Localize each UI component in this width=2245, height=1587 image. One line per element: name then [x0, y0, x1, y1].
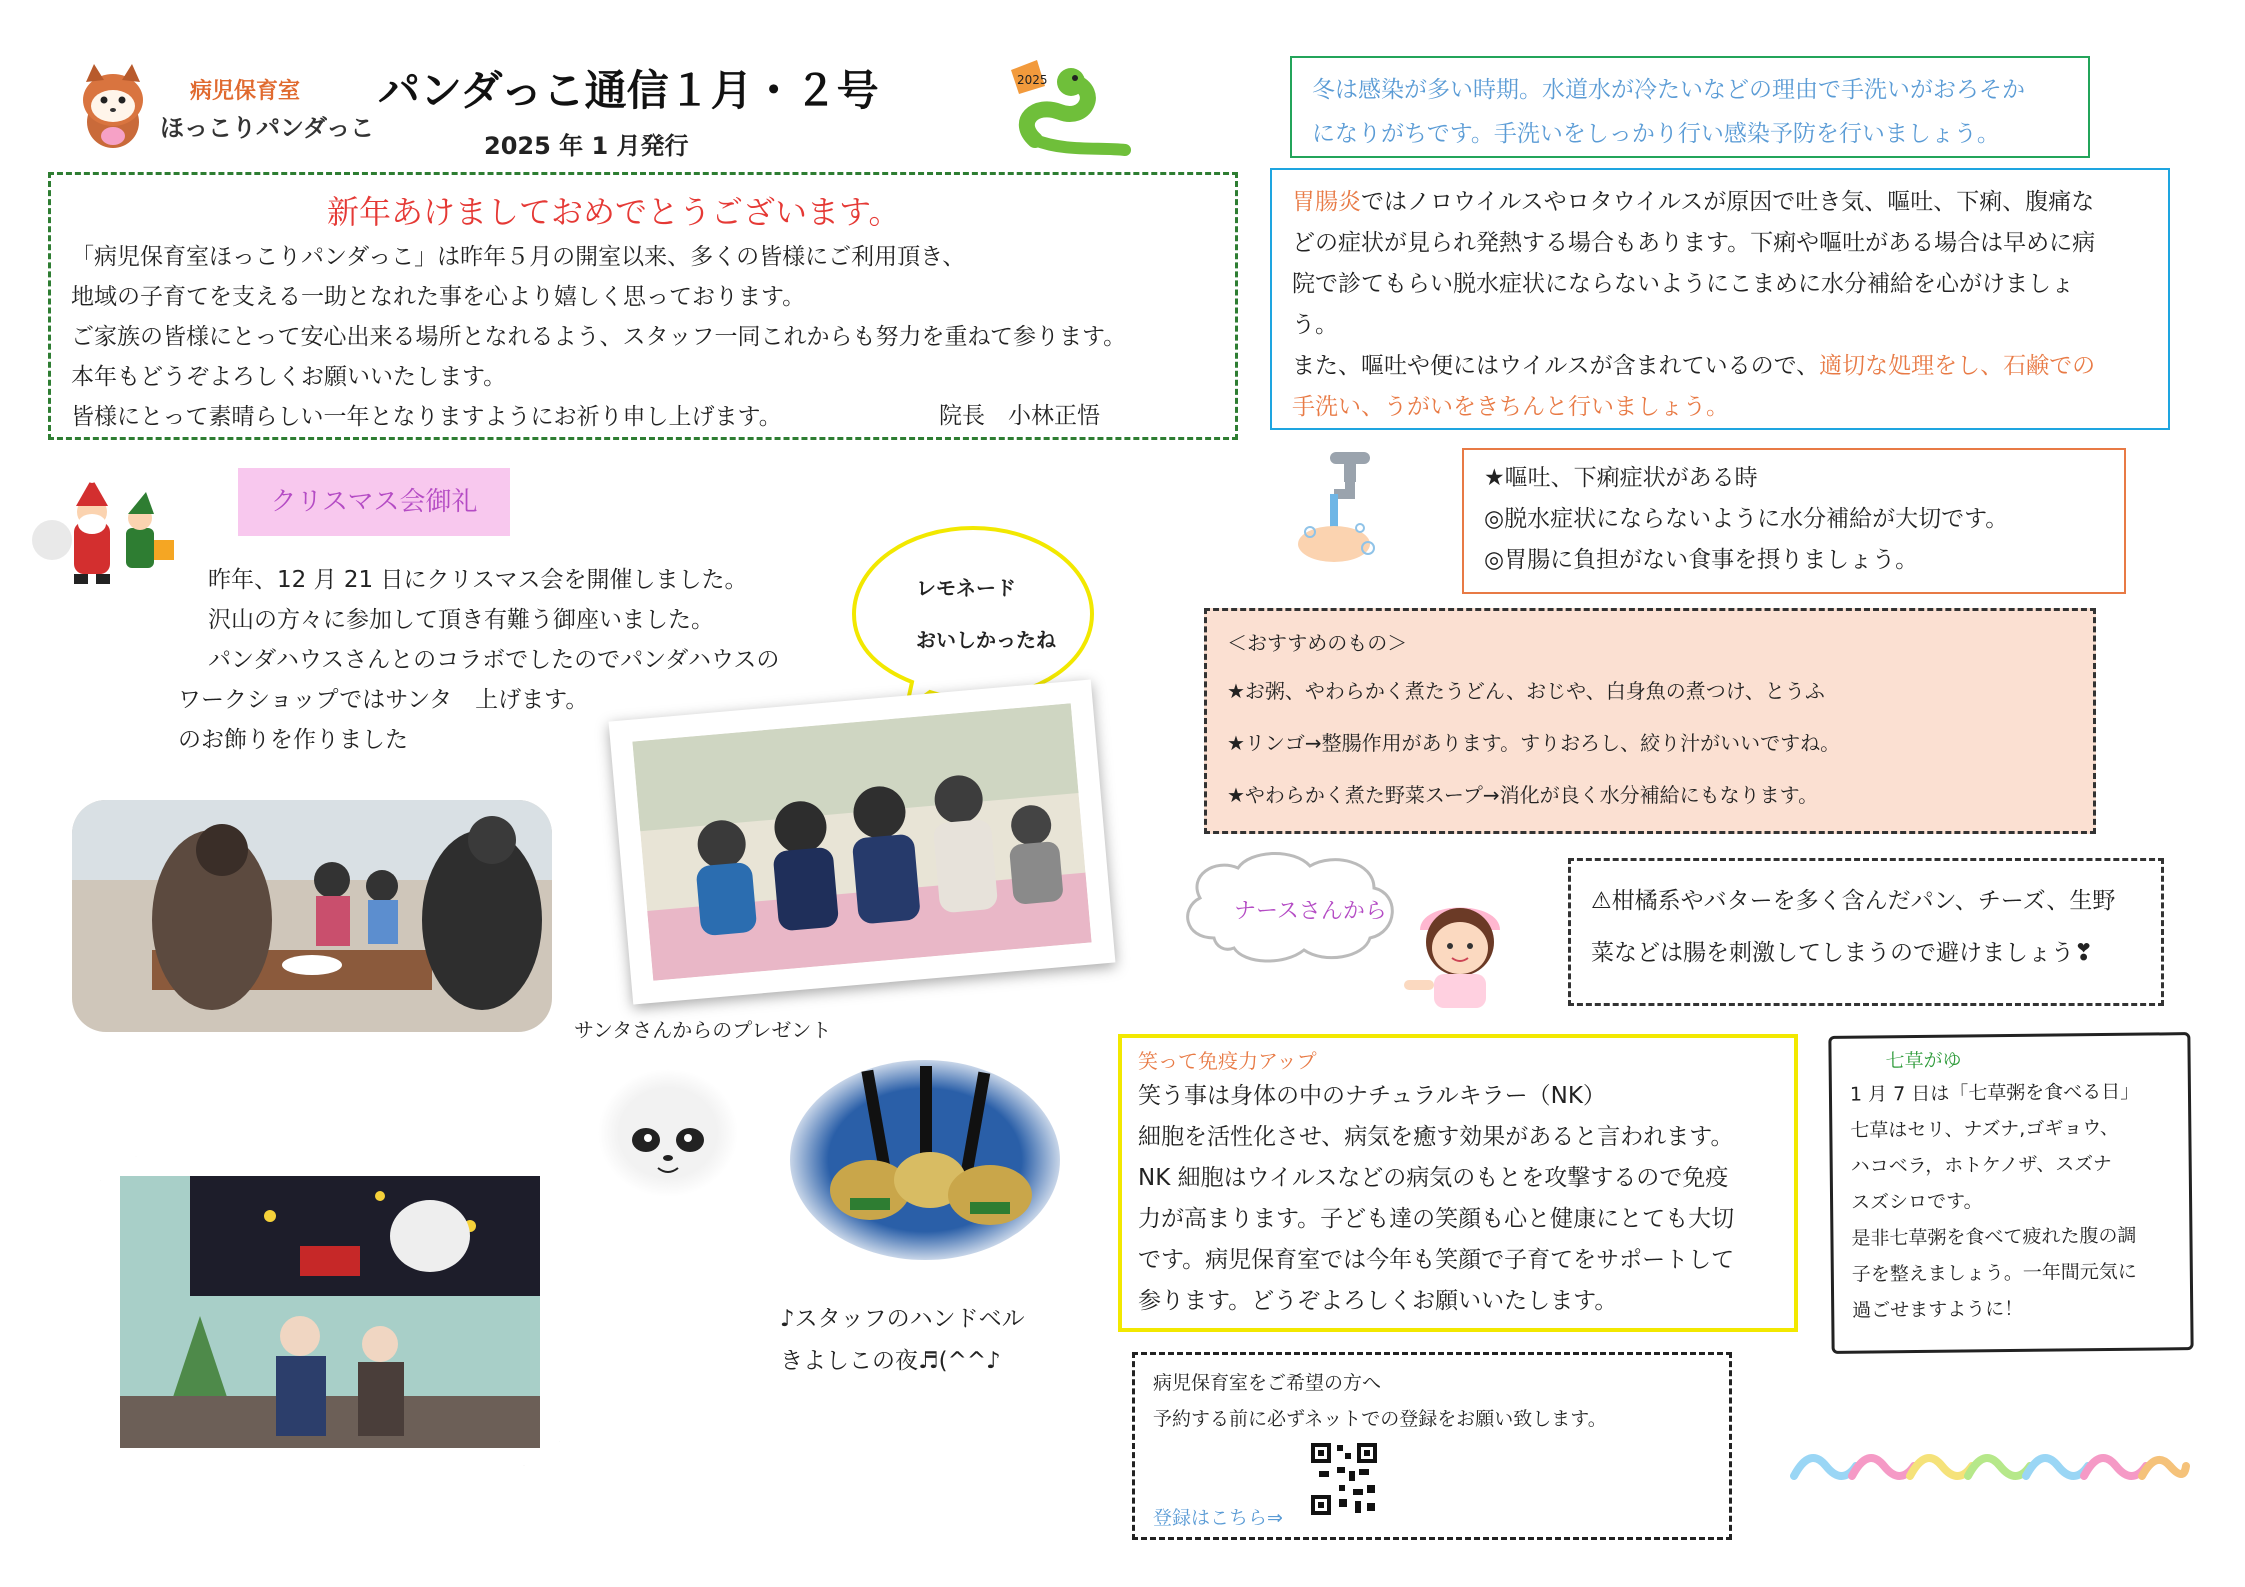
handbell-line2: きよしこの夜♬(^^♪	[780, 1348, 1001, 1374]
page-title: パンダっこ通信１月・２号	[378, 66, 879, 115]
handbell-photo	[790, 1060, 1060, 1260]
bubble-line1: レモネード	[916, 576, 1016, 600]
greeting-line: 本年もどうぞよろしくお願いいたします。	[71, 364, 507, 390]
laugh-line: 細胞を活性化させ、病気を癒す効果があると言われます。	[1138, 1124, 1734, 1150]
register-line2: 予約する前に必ずネットでの登録をお願い致します。	[1153, 1408, 1607, 1430]
nanakusa-line: 是非七草粥を食べて疲れた腹の調	[1851, 1224, 2137, 1250]
laugh-line: 笑う事は身体の中のナチュラルキラー（NK）	[1138, 1083, 1606, 1109]
vomit-box	[1462, 448, 2126, 594]
christmas-label: クリスマス会御礼	[238, 468, 510, 536]
faucet-handwash-icon	[1290, 448, 1400, 568]
nanakusa-line: 子を整えましょう。一年間元気に	[1851, 1260, 2137, 1286]
nurse-warning-line1: ⚠柑橘系やバターを多く含んだパン、チーズ、生野	[1591, 888, 2116, 914]
laugh-box	[1118, 1034, 1798, 1332]
greeting-line: 「病児保育室ほっこりパンダっこ」は昨年５月の開室以来、多くの皆様にご利用頂き、	[71, 244, 966, 270]
gastro-line4: う。	[1292, 312, 1338, 338]
gastro-box	[1270, 168, 2170, 430]
christmas-photo-frame	[100, 1156, 560, 1466]
greeting-line: 地域の子育てを支える一助となれた事を心より嬉しく思っております。	[71, 284, 806, 310]
workshop-photo	[72, 800, 552, 1032]
snake-2025-icon	[1005, 52, 1135, 162]
nurse-warning-box	[1568, 858, 2164, 1006]
greeting-heading: 新年あけましておめでとうございます。	[327, 193, 901, 231]
snake-tag-text: 2025	[1017, 73, 1048, 87]
handbell-line1: ♪スタッフのハンドベル	[780, 1306, 1025, 1332]
recommend-item: ★お粥、やわらかく煮たうどん、おじや、白身魚の煮つけ、とうふ	[1227, 679, 1825, 703]
greeting-signature: 院長 小林正悟	[939, 403, 1100, 429]
nanakusa-heading: 七草がゆ	[1885, 1049, 1962, 1073]
gastro-term: 胃腸炎	[1292, 189, 1361, 215]
lemonade-photo-frame	[609, 679, 1116, 1004]
gastro-line1: ではノロウイルスやロタウイルスが原因で吐き気、嘔吐、下痢、腹痛な	[1361, 189, 2095, 215]
vomit-line: ★嘔吐、下痢症状がある時	[1484, 465, 1758, 491]
handwash-box	[1290, 56, 2090, 158]
register-box	[1132, 1352, 1732, 1540]
greeting-box	[48, 172, 1238, 440]
christmas-line: ワークショップではサンタ 上げます。	[178, 687, 589, 713]
laugh-line: です。病児保育室では今年も笑顔で子育てをサポートして	[1138, 1247, 1735, 1273]
present-caption: サンタさんからのプレゼント	[574, 1018, 832, 1042]
nanakusa-box	[1828, 1032, 2193, 1354]
christmas-decoration-photo	[120, 1176, 540, 1448]
children-drinking-photo	[632, 703, 1091, 980]
gastro-line5: また、嘔吐や便にはウイルスが含まれているので、	[1292, 353, 1820, 379]
nanakusa-line: 過ごせますように！	[1852, 1297, 2024, 1322]
greeting-line: ご家族の皆様にとって安心出来る場所となれるよう、スタッフ一同これからも努力を重ねて参ります。	[71, 324, 1127, 350]
register-line1: 病児保育室をご希望の方へ	[1153, 1372, 1382, 1394]
nanakusa-line: スズシロです。	[1850, 1190, 1983, 1214]
christmas-line: のお飾りを作りました	[178, 727, 408, 753]
laugh-line: NK 細胞はウイルスなどの病気のもとを攻撃するので免疫	[1138, 1165, 1729, 1191]
nurse-warning-line2: 菜などは腸を刺激してしまうので避けましょう❣	[1591, 940, 2094, 966]
nanakusa-line: 七草はセリ、ナズナ,ゴギョウ、	[1850, 1116, 2119, 1142]
laugh-line: 力が高まります。子ども達の笑顔も心と健康にとても大切	[1138, 1206, 1735, 1232]
nurse-avatar-icon	[1400, 890, 1520, 1010]
gastro-line2: どの症状が見られ発熱する場合もあります。下痢や嘔吐がある場合は早めに病	[1292, 230, 2096, 256]
handwash-line: になりがちです。手洗いをしっかり行い感染予防を行いましょう。	[1312, 121, 2000, 147]
recommend-item: ★リンゴ→整腸作用があります。すりおろし、絞り汁がいいですね。	[1227, 731, 1841, 755]
nurse-bubble-text: ナースさんから	[1234, 899, 1387, 924]
panda-present-photo	[598, 1068, 738, 1198]
gastro-line5-highlight: 適切な処理をし、石鹸での	[1819, 353, 2096, 379]
santa-elf-icon	[30, 470, 180, 590]
logo-line1: 病児保育室	[190, 79, 301, 104]
register-link[interactable]: 登録はこちら⇒	[1153, 1507, 1283, 1529]
christmas-line: パンダハウスさんとのコラボでしたのでパンダハウスの	[208, 647, 780, 673]
christmas-line: 昨年、12 月 21 日にクリスマス会を開催しました。	[208, 567, 748, 593]
christmas-line: 沢山の方々に参加して頂き有難う御座いました。	[208, 607, 714, 633]
red-panda-logo-icon	[78, 60, 148, 152]
handwash-line: 冬は感染が多い時期。水道水が冷たいなどの理由で手洗いがおろそか	[1312, 77, 2025, 103]
recommend-heading: ＜おすすめのもの＞	[1227, 631, 1408, 655]
qr-code-icon[interactable]	[1309, 1441, 1379, 1517]
recommend-item: ★やわらかく煮た野菜スープ→消化が良く水分補給にもなります。	[1227, 783, 1819, 807]
logo-line2: ほっこりパンダっこ	[160, 114, 375, 142]
recommend-box	[1204, 608, 2096, 834]
issue-date: 2025 年 1 月発行	[484, 132, 689, 160]
decorative-waves-icon	[1790, 1436, 2190, 1496]
laugh-heading: 笑って免疫力アップ	[1138, 1049, 1317, 1073]
vomit-line: ◎胃腸に負担がない食事を摂りましょう。	[1484, 547, 1919, 573]
nanakusa-line: ハコベラ，ホトケノザ、スズナ	[1850, 1152, 2112, 1178]
gastro-line6-highlight: 手洗い、うがいをきちんと行いましょう。	[1292, 394, 1729, 420]
greeting-line: 皆様にとって素晴らしい一年となりますようにお祈り申し上げます。	[71, 404, 782, 430]
bubble-line2: おいしかったね	[916, 628, 1056, 652]
vomit-line: ◎脱水症状にならないように水分補給が大切です。	[1484, 506, 2009, 532]
laugh-line: 参ります。どうぞよろしくお願いいたします。	[1138, 1288, 1618, 1314]
gastro-line3: 院で診てもらい脱水症状にならないようにこまめに水分補給を心がけましょ	[1292, 271, 2074, 297]
logo	[78, 60, 375, 155]
nanakusa-line: 1 月 7 日は「七草粥を食べる日」	[1849, 1080, 2140, 1106]
